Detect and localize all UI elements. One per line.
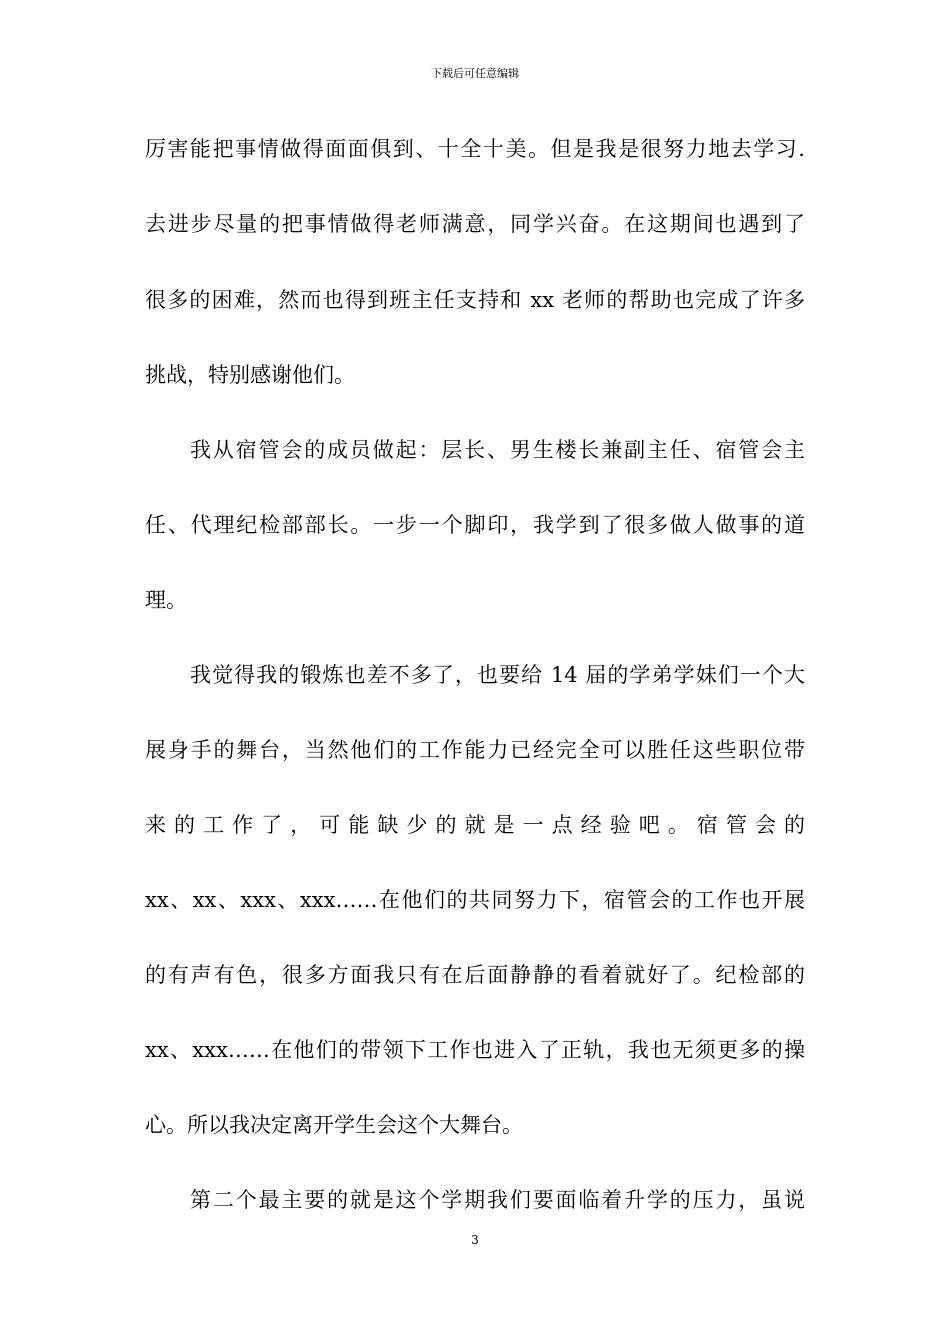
paragraph-first-line: 第二个最主要的就是这个学期我们要面临着升学的压力，虽说 xyxy=(190,1188,805,1212)
body-line: 挑战，特别感谢他们。 xyxy=(145,363,355,387)
body-line: xx、xxx……在他们的带领下工作也进入了正轨，我也无须更多的操 xyxy=(145,1038,805,1062)
page-header: 下载后可任意编辑 xyxy=(431,67,519,80)
body-line: 心。所以我决定离开学生会这个大舞台。 xyxy=(145,1113,523,1137)
paragraph-first-line: 我从宿管会的成员做起：层长、男生楼长兼副主任、宿管会主 xyxy=(190,438,805,462)
body-line: 去进步尽量的把事情做得老师满意，同学兴奋。在这期间也遇到了 xyxy=(145,212,805,236)
body-line: 展身手的舞台，当然他们的工作能力已经完全可以胜任这些职位带 xyxy=(145,738,805,762)
page-number: 3 xyxy=(471,1233,479,1247)
body-line: 来的工作了，可能缺少的就是一点经验吧。宿管会的 xyxy=(145,813,805,837)
body-line: 很多的困难，然而也得到班主任支持和 xx 老师的帮助也完成了许多 xyxy=(145,288,805,312)
body-line: 厉害能把事情做得面面俱到、十全十美。但是我是很努力地去学习. xyxy=(145,137,805,161)
body-line: xx、xx、xxx、xxx……在他们的共同努力下，宿管会的工作也开展 xyxy=(145,888,805,912)
body-line: 理。 xyxy=(145,588,187,612)
body-line: 任、代理纪检部部长。一步一个脚印，我学到了很多做人做事的道 xyxy=(145,513,805,537)
body-line: 的有声有色，很多方面我只有在后面静静的看着就好了。纪检部的 xyxy=(145,963,805,987)
paragraph-first-line: 我觉得我的锻炼也差不多了，也要给 14 届的学弟学妹们一个大 xyxy=(190,663,805,687)
